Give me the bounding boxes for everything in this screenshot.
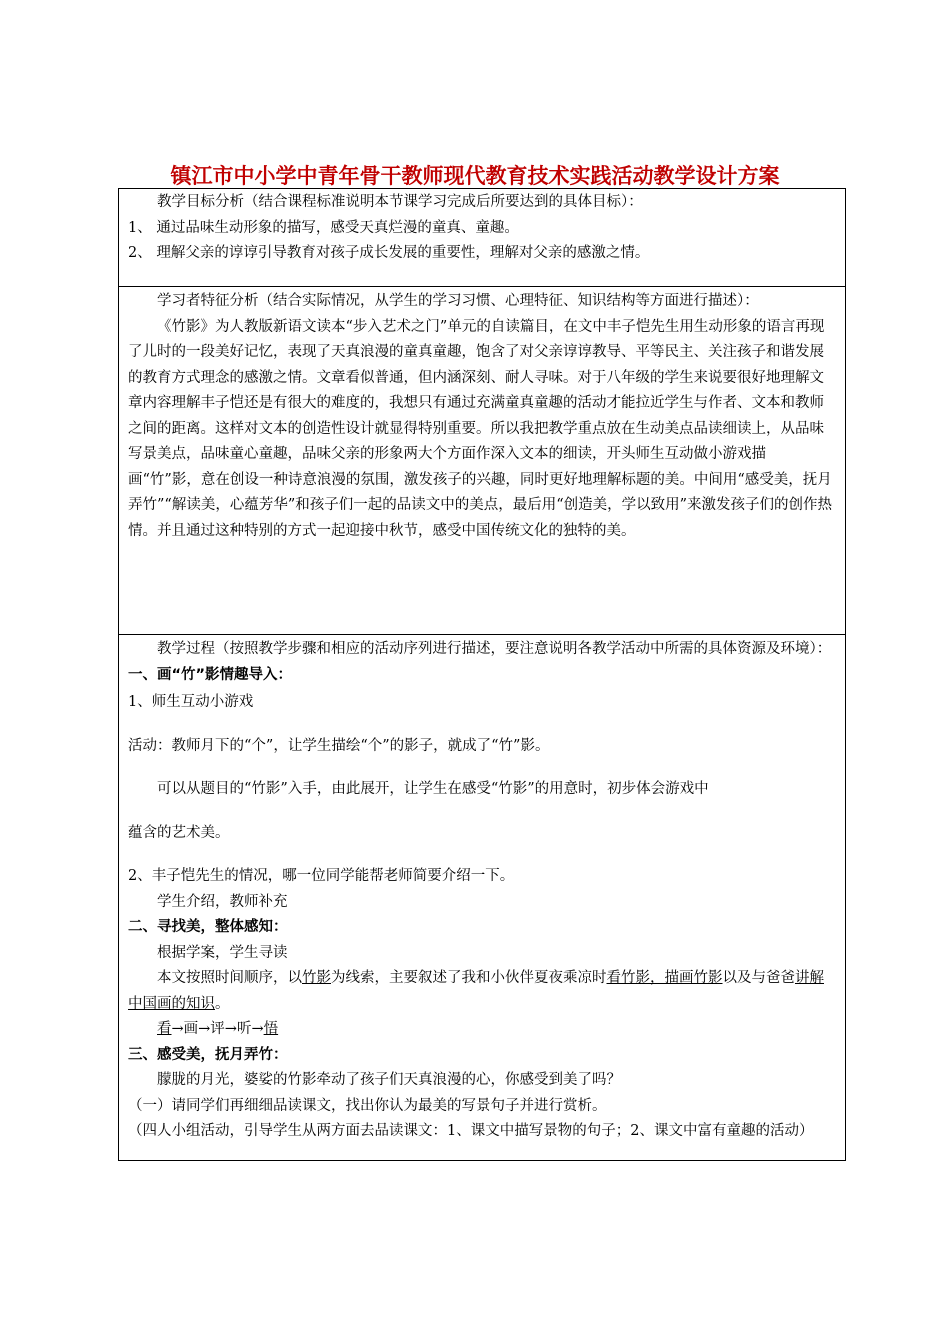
teaching-process-heading: 教学过程（按照教学步骤和相应的活动序列进行描述，要注意说明各教学活动中所需的具体资源及环境）： bbox=[157, 641, 832, 657]
part3-line3: （四人小组活动，引导学生从两方面去品读课文：1、课文中描写景物的句子；2、课文中富有童趣的活动） bbox=[128, 1123, 814, 1139]
part2-line2-c: 以及与爸爸 bbox=[722, 970, 795, 986]
part2-flow bbox=[128, 1017, 836, 1043]
part2-flow-u2: 悟 bbox=[263, 1021, 279, 1037]
row-divider-1 bbox=[119, 286, 845, 287]
part2-line2-u3: 讲解中国画的知识 bbox=[128, 970, 824, 1012]
part3-line1: 朦胧的月光，婆娑的竹影牵动了孩子们天真浪漫的心，你感受到美了吗？ bbox=[157, 1072, 621, 1088]
objective-item-2: 2、 理解父亲的谆谆引导教育对孩子成长发展的重要性，理解对父亲的感激之情。 bbox=[128, 245, 650, 261]
part2-flow-u1: 看 bbox=[157, 1021, 172, 1037]
part2-line2-d: 。 bbox=[215, 995, 230, 1012]
document-title: 镇江市中小学中青年骨干教师现代教育技术实践活动教学设计方案 bbox=[170, 164, 780, 188]
part1-note-a: 可以从题目的“竹影”入手，由此展开，让学生在感受“竹影”的用意时，初步体会游戏中 bbox=[157, 781, 709, 797]
part2-line2-u2: 看竹影，描画竹影 bbox=[606, 970, 723, 986]
objectives-heading: 教学目标分析（结合课程标准说明本节课学习完成后所要达到的具体目标）： bbox=[157, 194, 643, 210]
learner-analysis-heading: 学习者特征分析（结合实际情况，从学生的学习习惯、心理特征、知识结构等方面进行描述）： bbox=[157, 293, 759, 309]
learner-analysis-section bbox=[119, 289, 845, 544]
design-table bbox=[118, 188, 846, 1161]
part2-line2-b: 为线索，主要叙述了我和小伙伴夏夜乘凉时 bbox=[331, 970, 607, 986]
part1-activity: 活动：教师月下的“个”，让学生描绘“个”的影子，就成了“竹”影。 bbox=[128, 737, 550, 754]
part2-title: 二、寻找美，整体感知： bbox=[128, 919, 288, 935]
part1-note-b: 蕴含的艺术美。 bbox=[128, 824, 230, 841]
part1-item2: 2、丰子恺先生的情况，哪一位同学能帮老师简要介绍一下。 bbox=[128, 868, 515, 884]
part2-line2-u1: 竹影 bbox=[302, 970, 331, 986]
objectives-section bbox=[119, 190, 845, 267]
part2-line2 bbox=[128, 966, 836, 1017]
part1-item2-note: 学生介绍，教师补充 bbox=[157, 893, 288, 910]
teaching-process-section bbox=[119, 637, 845, 1145]
part1-title: 一、画“竹”影情趣导入： bbox=[128, 666, 293, 683]
part2-line1: 根据学案，学生寻读 bbox=[157, 944, 288, 961]
part1-item1: 1、师生互动小游戏 bbox=[128, 694, 254, 710]
row-divider-2 bbox=[119, 634, 845, 635]
part2-line2-a: 本文按照时间顺序，以 bbox=[157, 970, 302, 986]
learner-analysis-body: 《竹影》为人教版新语文读本“步入艺术之门”单元的自读篇目，在文中丰子恺先生用生动形象的语言再现了儿时的一段美好记忆，表现了天真浪漫的童真童趣，饱含了对父亲谆谆教导、平等民主、关注孩子和谐发展的教育方式理念的感激之情。文章看似普通，但内涵深刻、耐人寻味。对于八年级的学生来说要很好地理解文章内容理解丰子恺还是有很大的难度的，我想只有通过充满童真童趣的活动才能拉近学生与作者、文本和教师之间的距离。这样对文本的创造性设计就显得特别重要。所以我把教学重点放在生动美点品读细读上，从品味写景美点，品味童心童趣，品味父亲的形象两大个方面作深入文本的细读，开头师生互动做小游戏描画“竹”影，意在创设一种诗意浪漫的氛围，激发孩子的兴趣，同时更好地理解标题的美。中间用“感受美，抚月弄竹”“解读美，心蕴芳华”和孩子们一起的品读文中的美点，最后用“创造美，学以致用”来激发孩子们的创作热情。并且通过这种特别的方式一起迎接中秋节，感受中国传统文化的独特的美。 bbox=[128, 318, 833, 539]
part3-line2: （一）请同学们再细细品读课文，找出你认为最美的写景句子并进行赏析。 bbox=[128, 1097, 607, 1114]
part2-flow-mid: →画→评→听→ bbox=[171, 1021, 264, 1037]
objective-item-1: 1、 通过品味生动形象的描写，感受天真烂漫的童真、童趣。 bbox=[128, 219, 519, 236]
part3-title: 三、感受美，抚月弄竹： bbox=[128, 1046, 288, 1063]
